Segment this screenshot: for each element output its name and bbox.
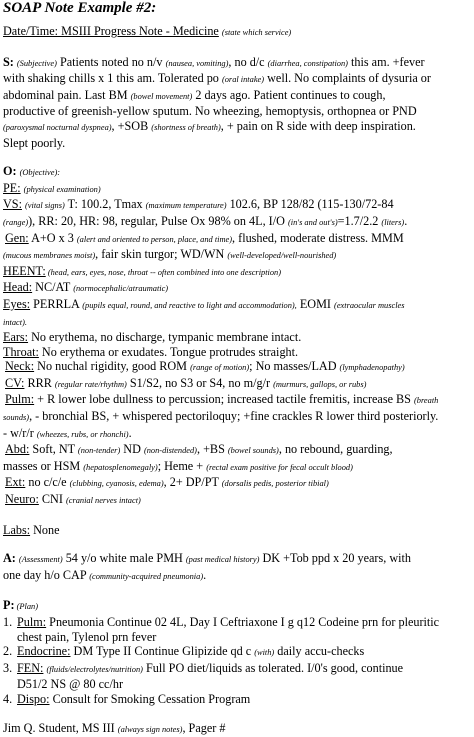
heent-note: (head, ears, eyes, nose, throat -- often combined into one description) xyxy=(45,267,282,277)
note-abbr: (wheezes, rubs, or rhonchi) xyxy=(36,429,129,439)
note-abbr: (fluids/electrolytes/nutrition) xyxy=(46,664,143,674)
note-abbr: (shortness of breath) xyxy=(151,122,221,132)
note-text: ), RR: 20, HR: 98, regular, Pulse Ox 98% on 4L, I/O xyxy=(28,213,288,228)
vs-line-1 xyxy=(3,197,470,214)
note-text: with shaking chills x 1 this am. Tolerated po xyxy=(3,71,222,86)
note-abbr: intact). xyxy=(3,317,27,327)
note-text: , + pain on R side with deep inspiration. xyxy=(220,118,416,133)
assessment-label: A: xyxy=(3,551,16,566)
note-text: , fair skin turgor; WD/WN xyxy=(95,247,228,262)
note-abbr: (with) xyxy=(254,648,275,658)
gen-label: Gen: xyxy=(5,230,29,245)
plan-note: (Plan) xyxy=(14,602,39,612)
note-text: RRR xyxy=(24,375,55,390)
note-text: daily accu-checks xyxy=(274,644,365,659)
vs-label: VS: xyxy=(3,197,22,212)
note-text: EOMI xyxy=(296,296,335,311)
plan-section xyxy=(3,598,470,706)
note-text: well. No complaints of dysuria or xyxy=(264,71,431,86)
objective-label: O: xyxy=(3,164,17,179)
note-text: Patients noted no n/v xyxy=(56,54,166,69)
plan-item-fen xyxy=(3,661,470,678)
head-line xyxy=(3,280,470,297)
note-text: No erythema or exudates. Tongue protrudes straight. xyxy=(38,344,299,359)
note-abbr: (community-acquired pneumonia) xyxy=(89,571,204,581)
note-abbr: (diarrhea, constipation) xyxy=(267,58,348,68)
pe-heading xyxy=(3,181,470,198)
plan-item-pulm xyxy=(3,615,470,630)
note-text: 2 days ago. Patient continues to cough, xyxy=(192,87,386,102)
note-abbr: (mucous membranes moist) xyxy=(3,251,96,261)
note-text: 102.6, BP 128/82 (115-130/72-84 xyxy=(226,197,394,212)
ext-line xyxy=(3,475,470,492)
plan-item-label: Pulm: xyxy=(17,615,47,629)
note-abbr: (Subjective) xyxy=(16,58,57,68)
note-text: None xyxy=(30,522,60,537)
neuro-label: Neuro: xyxy=(5,492,39,507)
pulm-line-2 xyxy=(3,409,470,426)
abd-line-1 xyxy=(3,442,470,459)
labs-label: Labs: xyxy=(3,522,31,537)
note-abbr: (normocephalic/atraumatic) xyxy=(73,284,169,294)
note-text: No erythema, no discharge, tympanic membrane intact. xyxy=(28,330,302,345)
note-abbr: (maximum temperature) xyxy=(145,201,227,211)
note-text: no c/c/e xyxy=(25,475,70,490)
assessment-line-1 xyxy=(3,551,470,568)
subjective-line-5 xyxy=(3,119,470,136)
plan-label: P: xyxy=(3,598,15,613)
abd-line-2 xyxy=(3,459,470,476)
heent-line xyxy=(3,264,470,281)
note-abbr: (Assessment) xyxy=(18,555,63,565)
note-abbr: (nausea, vomiting) xyxy=(165,58,229,68)
signature-name: Jim Q. Student, MS III xyxy=(3,720,118,735)
head-label: Head: xyxy=(3,280,33,295)
note-text: masses or HSM xyxy=(3,458,84,473)
vs-line-2 xyxy=(3,214,470,231)
note-text: A+O x 3 xyxy=(28,230,77,245)
eyes-label: Eyes: xyxy=(3,296,31,311)
note-text: one day h/o CAP xyxy=(3,567,90,582)
pe-label: PE: xyxy=(3,180,21,195)
note-text: Soft, NT xyxy=(29,442,78,457)
note-abbr: (paroxysmal nocturnal dyspnea) xyxy=(3,122,112,132)
note-abbr: (in's and out's) xyxy=(287,217,338,227)
note-text: productive of greenish-yellow sputum. No wheezing, hemoptysis, orthopnea or PND xyxy=(3,104,417,119)
ext-label: Ext: xyxy=(5,475,26,490)
objective-section xyxy=(3,164,470,508)
note-text: 54 y/o white male PMH xyxy=(62,551,186,566)
note-text: , +SOB xyxy=(111,118,152,133)
subjective-label: S: xyxy=(3,54,14,69)
note-text: this am. +fever xyxy=(347,54,425,69)
note-text: , no d/c xyxy=(228,54,268,69)
document-title: SOAP Note Example #2: xyxy=(3,0,157,16)
note-text: NC/AT xyxy=(32,280,74,295)
note-text: , +BS xyxy=(196,442,228,457)
plan-item-label: Endocrine: xyxy=(17,644,71,659)
plan-item-number: 4. xyxy=(3,691,13,706)
note-abbr: (well-developed/well-nourished) xyxy=(227,251,337,261)
throat-line xyxy=(3,345,470,360)
note-abbr: (murmurs, gallops, or rubs) xyxy=(273,379,367,389)
note-text: ND xyxy=(120,442,144,457)
note-abbr: (oral intake) xyxy=(221,75,265,85)
neuro-line xyxy=(3,492,470,509)
cv-label: CV: xyxy=(5,375,25,390)
neck-label: Neck: xyxy=(5,359,35,374)
labs-line xyxy=(3,523,470,538)
note-text: PERRLA xyxy=(30,296,83,311)
note-abbr: (range of motion) xyxy=(190,363,250,373)
note-text: Slept poorly. xyxy=(3,135,66,150)
note-text: DM Type II Continue Glipizide qd c xyxy=(70,644,255,659)
note-abbr: (vital signs) xyxy=(25,201,65,211)
pulm-label: Pulm: xyxy=(5,392,35,407)
subjective-line-2 xyxy=(3,71,470,88)
note-text: Pneumonia Continue 02 4L, Day I Ceftriaxone I g q12 Codeine prn for pleuritic xyxy=(46,615,440,629)
subjective-line-6 xyxy=(3,136,470,151)
note-abbr: (clubbing, cyanosis, edema) xyxy=(69,479,164,489)
pulm-line-1 xyxy=(3,392,470,409)
objective-note: (Objective): xyxy=(19,168,61,178)
note-abbr: (hepatosplenomegaly) xyxy=(83,462,158,472)
note-abbr: (bowel sounds) xyxy=(227,446,279,456)
note-text: . xyxy=(128,425,132,440)
header-text: Date/Time: MSIII Progress Note - Medicine xyxy=(3,24,219,38)
objective-heading xyxy=(3,164,470,181)
note-abbr: (extraocular muscles xyxy=(334,300,405,310)
assessment-section xyxy=(3,551,470,584)
signature-note: (always sign notes) xyxy=(117,724,183,734)
plan-item-endocrine xyxy=(3,644,470,661)
plan-item-dispo xyxy=(3,692,470,707)
note-abbr: (regular rate/rhythm) xyxy=(54,379,127,389)
note-text: Full PO diet/liquids as tolerated. I/0's good, continue xyxy=(142,660,404,675)
note-text: - w/r/r xyxy=(3,425,37,440)
cv-line xyxy=(3,376,470,393)
note-abbr: (past medical history) xyxy=(185,555,260,565)
note-text: DK +Tob ppd x 20 years, with xyxy=(259,551,411,566)
note-text: CNI xyxy=(38,492,66,507)
note-text: T: 100.2, Tmax xyxy=(64,197,146,212)
note-text: , no rebound, guarding, xyxy=(278,442,393,457)
signature-pager: , Pager # xyxy=(182,720,226,735)
plan-item-number: 1. xyxy=(3,615,13,629)
eyes-line-2 xyxy=(3,314,470,331)
assessment-line-2 xyxy=(3,568,470,585)
plan-item-number: 3. xyxy=(3,660,13,675)
note-abbr: (non-distended) xyxy=(143,446,197,456)
note-abbr: (rectal exam positive for fecal occult blood) xyxy=(206,462,353,472)
note-text: S1/S2, no S3 or S4, no m/g/r xyxy=(126,375,274,390)
plan-item-fen-cont: D51/2 NS @ 80 cc/hr xyxy=(17,677,124,692)
throat-label: Throat: xyxy=(3,344,39,359)
signature-line xyxy=(3,721,470,737)
note-abbr: (cranial nerves intact) xyxy=(65,496,141,506)
subjective-line-1 xyxy=(3,55,470,72)
note-text: ; Heme + xyxy=(157,458,207,473)
abd-label: Abd: xyxy=(5,442,30,457)
header-note: (state which service) xyxy=(221,28,292,37)
note-text: No nuchal rigidity, good ROM xyxy=(34,359,191,374)
note-text: , - bronchial BS, + whispered pectoriloquy; +fine crackles R lower third posteriorly. xyxy=(29,409,439,424)
plan-heading xyxy=(3,598,470,615)
eyes-line-1 xyxy=(3,297,470,314)
ears-line xyxy=(3,330,470,345)
note-abbr: (breath xyxy=(413,396,439,406)
plan-item-label: Dispo: xyxy=(17,691,50,706)
note-text: Consult for Smoking Cessation Program xyxy=(49,691,251,706)
subjective-line-3 xyxy=(3,88,470,105)
note-abbr: (range) xyxy=(3,217,29,227)
note-abbr: (pupils equal, round, and reactive to light and accommodation), xyxy=(82,300,297,310)
gen-line-1 xyxy=(3,231,470,248)
gen-line-2 xyxy=(3,247,470,264)
note-text: . xyxy=(404,213,408,228)
note-abbr: (alert and oriented to person, place, and time) xyxy=(76,234,233,244)
note-abbr: (bowel movement) xyxy=(130,91,193,101)
note-abbr: sounds) xyxy=(3,413,30,423)
plan-item-label: FEN: xyxy=(17,660,44,675)
note-abbr: (non-tender) xyxy=(77,446,121,456)
subjective-line-4 xyxy=(3,104,470,119)
header-line xyxy=(3,24,470,41)
neck-line xyxy=(3,359,470,376)
note-text: . xyxy=(203,567,207,582)
note-text: , flushed, moderate distress. MMM xyxy=(232,230,404,245)
plan-item-number: 2. xyxy=(3,644,13,659)
note-text: , 2+ DP/PT xyxy=(163,475,222,490)
note-text: ; No masses/LAD xyxy=(249,359,340,374)
note-abbr: (liters) xyxy=(381,217,405,227)
note-text: abdominal pain. Last BM xyxy=(3,87,131,102)
note-abbr: (dorsalis pedis, posterior tibial) xyxy=(221,479,329,489)
plan-item-pulm-cont: chest pain, Tylenol prn fever xyxy=(17,629,157,644)
ears-label: Ears: xyxy=(3,330,29,345)
note-text: =1.7/2.2 xyxy=(337,213,382,228)
note-text: + R lower lobe dullness to percussion; increased tactile fremitis, increase BS xyxy=(34,392,414,407)
pe-note: (physical examination) xyxy=(23,184,101,194)
pulm-line-3 xyxy=(3,426,470,443)
note-abbr: (lymphadenopathy) xyxy=(339,363,405,373)
heent-label: HEENT: xyxy=(3,263,46,278)
subjective-section xyxy=(3,55,470,151)
